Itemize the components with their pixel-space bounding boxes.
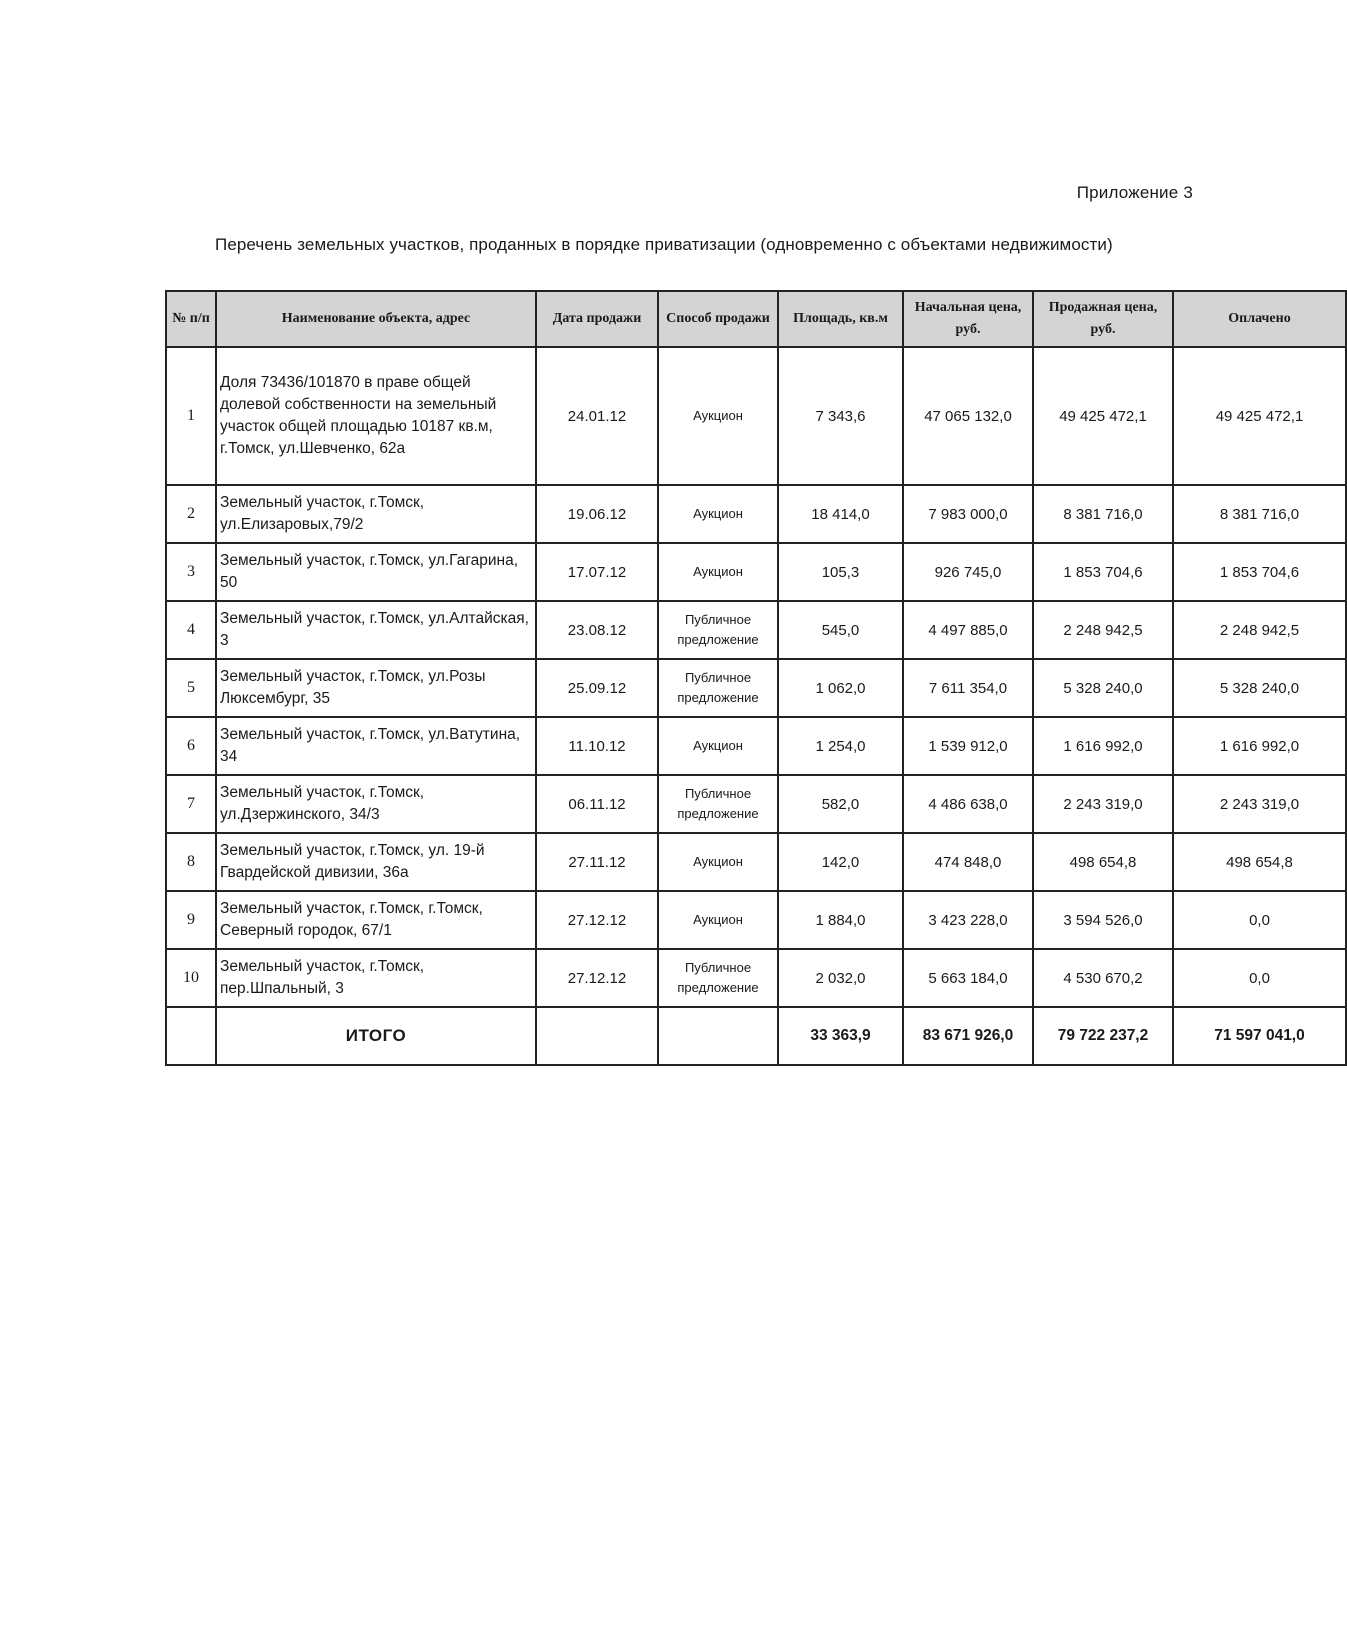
cell-start-price: 7 983 000,0 [903,485,1033,543]
cell-date: 25.09.12 [536,659,658,717]
cell-area: 1 884,0 [778,891,903,949]
col-header-paid: Оплачено [1173,291,1346,347]
cell-num: 3 [166,543,216,601]
col-header-method: Способ продажи [658,291,778,347]
appendix-label: Приложение 3 [1076,183,1193,202]
cell-paid: 498 654,8 [1173,833,1346,891]
table-row [166,949,1346,1007]
privatization-table [165,290,1347,1066]
cell-name: Земельный участок, г.Томск, ул.Дзержинского, 34/3 [216,775,536,833]
cell-num: 1 [166,347,216,485]
cell-name: Земельный участок, г.Томск, ул.Гагарина, 50 [216,543,536,601]
table-row [166,601,1346,659]
cell-name: Земельный участок, г.Томск, ул.Елизаровых,79/2 [216,485,536,543]
cell-name: Земельный участок, г.Томск, ул. 19-й Гвардейской дивизии, 36а [216,833,536,891]
cell-sale-price: 3 594 526,0 [1033,891,1173,949]
cell-sale-price: 49 425 472,1 [1033,347,1173,485]
cell-num: 9 [166,891,216,949]
cell-area: 2 032,0 [778,949,903,1007]
total-cell-num [166,1007,216,1065]
table-row [166,833,1346,891]
cell-method: Аукцион [658,543,778,601]
cell-start-price: 47 065 132,0 [903,347,1033,485]
cell-start-price: 7 611 354,0 [903,659,1033,717]
total-cell-date [536,1007,658,1065]
cell-start-price: 4 486 638,0 [903,775,1033,833]
total-area: 33 363,9 [778,1007,903,1065]
cell-name: Земельный участок, г.Томск, г.Томск, Северный городок, 67/1 [216,891,536,949]
cell-sale-price: 498 654,8 [1033,833,1173,891]
table-header-row [166,291,1346,347]
cell-paid: 49 425 472,1 [1173,347,1346,485]
cell-sale-price: 8 381 716,0 [1033,485,1173,543]
total-sale-price: 79 722 237,2 [1033,1007,1173,1065]
table-row [166,543,1346,601]
cell-name: Земельный участок, г.Томск, ул.Розы Люксембург, 35 [216,659,536,717]
cell-num: 5 [166,659,216,717]
cell-num: 8 [166,833,216,891]
cell-area: 105,3 [778,543,903,601]
cell-paid: 0,0 [1173,891,1346,949]
total-start-price: 83 671 926,0 [903,1007,1033,1065]
cell-start-price: 4 497 885,0 [903,601,1033,659]
cell-area: 545,0 [778,601,903,659]
cell-sale-price: 2 243 319,0 [1033,775,1173,833]
cell-sale-price: 1 616 992,0 [1033,717,1173,775]
cell-sale-price: 5 328 240,0 [1033,659,1173,717]
cell-date: 27.12.12 [536,891,658,949]
cell-start-price: 5 663 184,0 [903,949,1033,1007]
table-row [166,775,1346,833]
cell-method: Публичное предложение [658,601,778,659]
cell-method: Аукцион [658,891,778,949]
cell-num: 2 [166,485,216,543]
cell-name: Земельный участок, г.Томск, ул.Алтайская, 3 [216,601,536,659]
cell-name: Земельный участок, г.Томск, пер.Шпальный, 3 [216,949,536,1007]
privatization-table-container [165,290,1305,1066]
cell-name: Земельный участок, г.Томск, ул.Ватутина, 34 [216,717,536,775]
cell-date: 06.11.12 [536,775,658,833]
cell-date: 17.07.12 [536,543,658,601]
cell-date: 24.01.12 [536,347,658,485]
col-header-sale-price: Продажная цена, руб. [1033,291,1173,347]
cell-date: 11.10.12 [536,717,658,775]
cell-method: Публичное предложение [658,775,778,833]
col-header-num: № п/п [166,291,216,347]
col-header-start-price: Начальная цена, руб. [903,291,1033,347]
cell-date: 23.08.12 [536,601,658,659]
cell-method: Публичное предложение [658,659,778,717]
cell-method: Аукцион [658,833,778,891]
cell-start-price: 3 423 228,0 [903,891,1033,949]
cell-paid: 2 243 319,0 [1173,775,1346,833]
cell-paid: 5 328 240,0 [1173,659,1346,717]
cell-method: Публичное предложение [658,949,778,1007]
cell-area: 1 062,0 [778,659,903,717]
document-title: Перечень земельных участков, проданных в порядке приватизации (одновременно с объектами недвижимости) [215,235,1113,254]
cell-area: 18 414,0 [778,485,903,543]
cell-date: 19.06.12 [536,485,658,543]
cell-date: 27.11.12 [536,833,658,891]
cell-start-price: 474 848,0 [903,833,1033,891]
cell-paid: 1 853 704,6 [1173,543,1346,601]
total-cell-method [658,1007,778,1065]
cell-area: 142,0 [778,833,903,891]
cell-paid: 1 616 992,0 [1173,717,1346,775]
cell-num: 6 [166,717,216,775]
cell-num: 4 [166,601,216,659]
table-row [166,717,1346,775]
cell-area: 582,0 [778,775,903,833]
table-row [166,659,1346,717]
cell-sale-price: 2 248 942,5 [1033,601,1173,659]
table-row [166,485,1346,543]
col-header-date: Дата продажи [536,291,658,347]
cell-start-price: 926 745,0 [903,543,1033,601]
cell-num: 10 [166,949,216,1007]
cell-sale-price: 1 853 704,6 [1033,543,1173,601]
cell-method: Аукцион [658,485,778,543]
cell-method: Аукцион [658,347,778,485]
col-header-name: Наименование объекта, адрес [216,291,536,347]
cell-date: 27.12.12 [536,949,658,1007]
cell-method: Аукцион [658,717,778,775]
col-header-area: Площадь, кв.м [778,291,903,347]
cell-paid: 0,0 [1173,949,1346,1007]
cell-num: 7 [166,775,216,833]
table-row [166,347,1346,485]
cell-paid: 2 248 942,5 [1173,601,1346,659]
cell-sale-price: 4 530 670,2 [1033,949,1173,1007]
cell-start-price: 1 539 912,0 [903,717,1033,775]
cell-paid: 8 381 716,0 [1173,485,1346,543]
total-paid: 71 597 041,0 [1173,1007,1346,1065]
total-label: ИТОГО [216,1007,536,1065]
cell-name: Доля 73436/101870 в праве общей долевой собственности на земельный участок общей площадью 10187 кв.м, г.Томск, ул.Шевченко, 62а [216,347,536,485]
cell-area: 7 343,6 [778,347,903,485]
table-row [166,891,1346,949]
cell-area: 1 254,0 [778,717,903,775]
total-row [166,1007,1346,1065]
